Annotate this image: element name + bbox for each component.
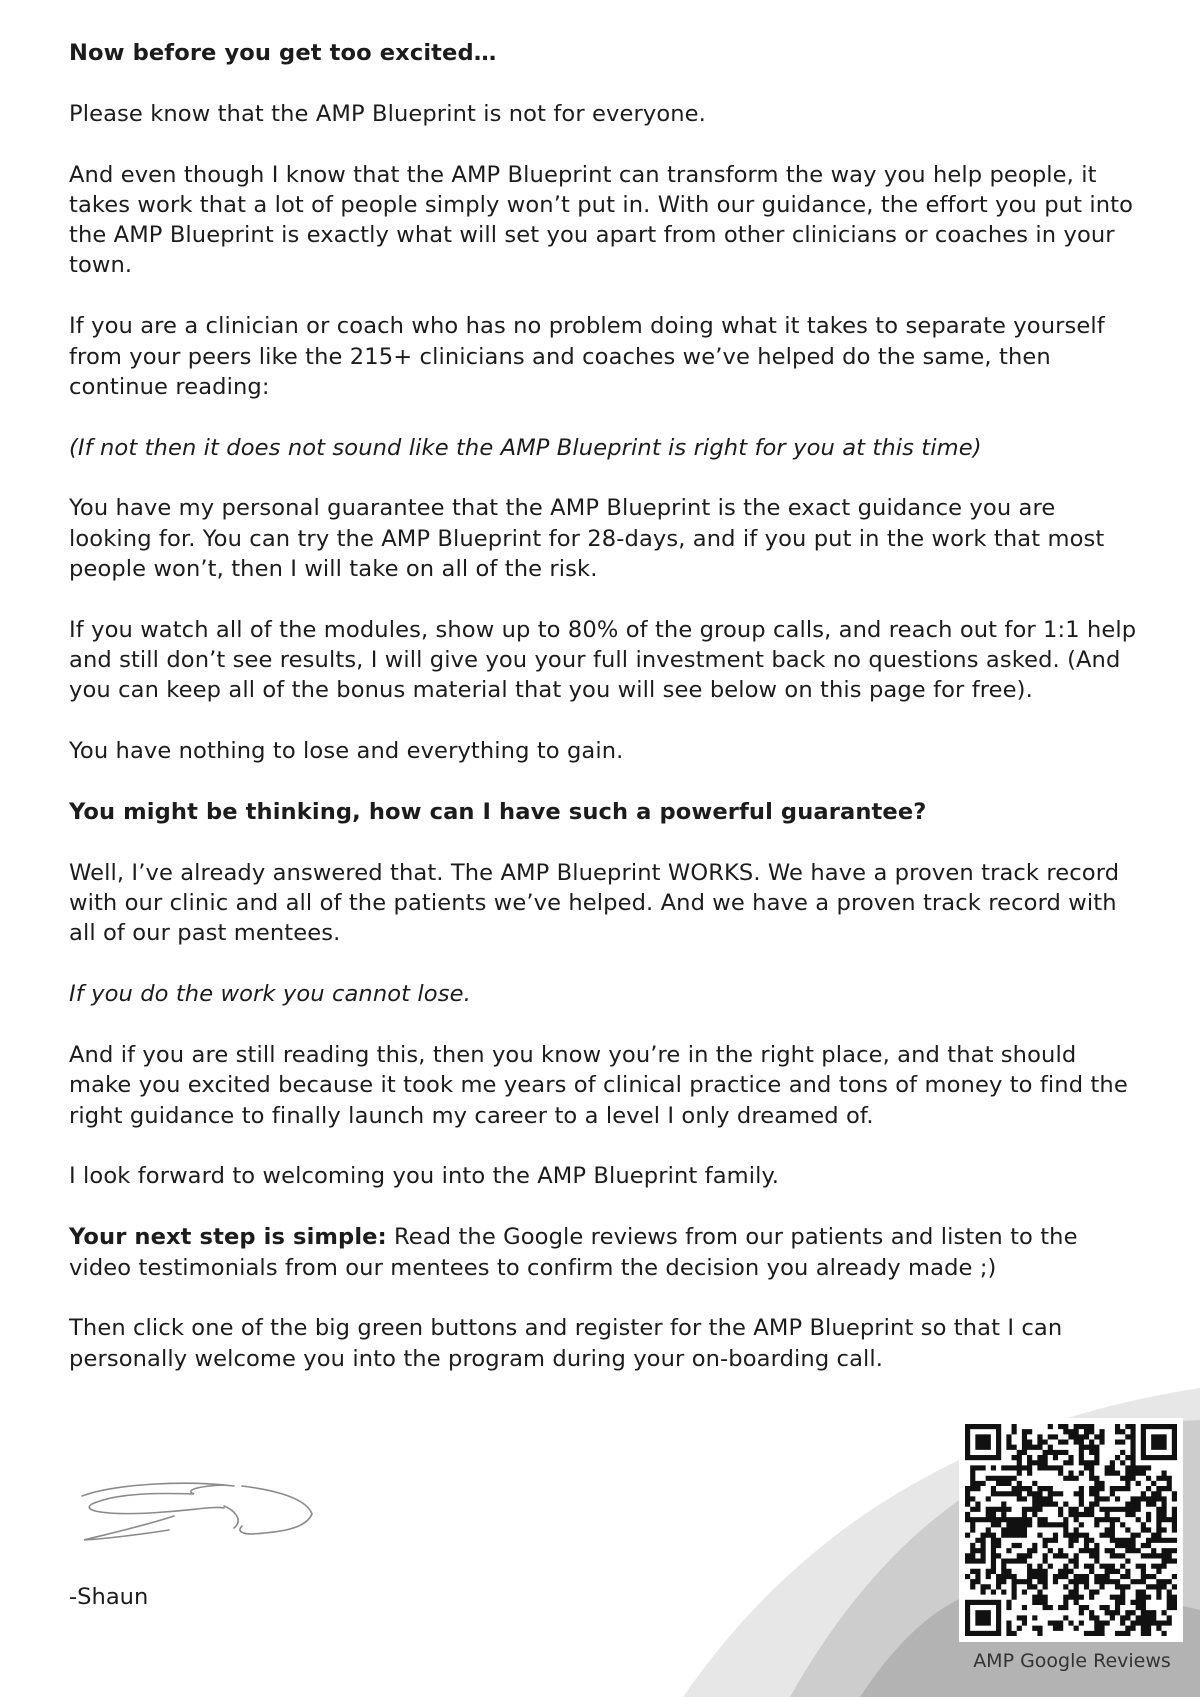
- paragraph: Well, I’ve already answered that. The AMP Blueprint WORKS. We have a proven track record with our clinic and all of the patients we’ve helped. And we have a proven track record with all of our past mentees.: [69, 859, 1120, 947]
- next-step-label: Your next step is simple:: [69, 1224, 387, 1251]
- heading-excited: Now before you get too excited…: [69, 40, 497, 66]
- qr-finder-pattern: [1151, 1434, 1167, 1450]
- heading-guarantee: You might be thinking, how can I have such a powerful guarantee?: [69, 799, 927, 826]
- paragraph: If you watch all of the modules, show up to 80% of the group calls, and reach out for 1:1 help and still don’t see results, I will give you your full investment back no questions asked. (And you can keep all of the bonus material that you will see below on this page for free).: [69, 616, 1137, 704]
- qr-code[interactable]: [959, 1418, 1183, 1642]
- next-step-text: Read the Google reviews from our patients and listen to the video testimonials from our mentees to confirm the decision you already made ;): [69, 1224, 1078, 1281]
- next-step-paragraph: [69, 1222, 1139, 1283]
- qr-finder-pattern: [975, 1434, 991, 1450]
- paragraph: You have my personal guarantee that the AMP Blueprint is the exact guidance you are looking for. You can try the AMP Blueprint for 28-days, and if you put in the work that most people won’t, then I will take on all of the risk.: [69, 495, 1105, 583]
- paragraph: If you are a clinician or coach who has no problem doing what it takes to separate yourself from your peers like the 215+ clinicians and coaches we’ve helped do the same, then continue reading:: [69, 313, 1105, 400]
- paragraph: Then click one of the big green buttons and register for the AMP Blueprint so that I can personally welcome you into the program during your on-boarding call.: [69, 1315, 1063, 1372]
- paragraph: Please know that the AMP Blueprint is not for everyone.: [69, 100, 706, 127]
- qr-code-icon: [965, 1424, 1177, 1636]
- qr-finder-pattern: [975, 1610, 991, 1626]
- paragraph: You have nothing to lose and everything to gain.: [69, 738, 624, 765]
- letter-body: [69, 38, 1139, 1404]
- italic-note: If you do the work you cannot lose.: [69, 981, 471, 1008]
- signature: [74, 1476, 320, 1546]
- sign-off: -Shaun: [69, 1584, 149, 1610]
- paragraph: I look forward to welcoming you into the AMP Blueprint family.: [69, 1163, 780, 1190]
- italic-note: (If not then it does not sound like the AMP Blueprint is right for you at this time): [69, 434, 982, 461]
- paragraph: And if you are still reading this, then you know you’re in the right place, and that should make you excited because it took me years of clinical practice and tons of money to find the right guidance to finally launch my career to a level I only dreamed of.: [69, 1042, 1128, 1129]
- qr-caption: AMP Google Reviews: [973, 1650, 1171, 1672]
- paragraph: And even though I know that the AMP Blueprint can transform the way you help people, it takes work that a lot of people simply won’t put in. With our guidance, the effort you put into the AMP Blueprint is exactly what will set you apart from other clinicians or coaches in your town.: [69, 161, 1134, 279]
